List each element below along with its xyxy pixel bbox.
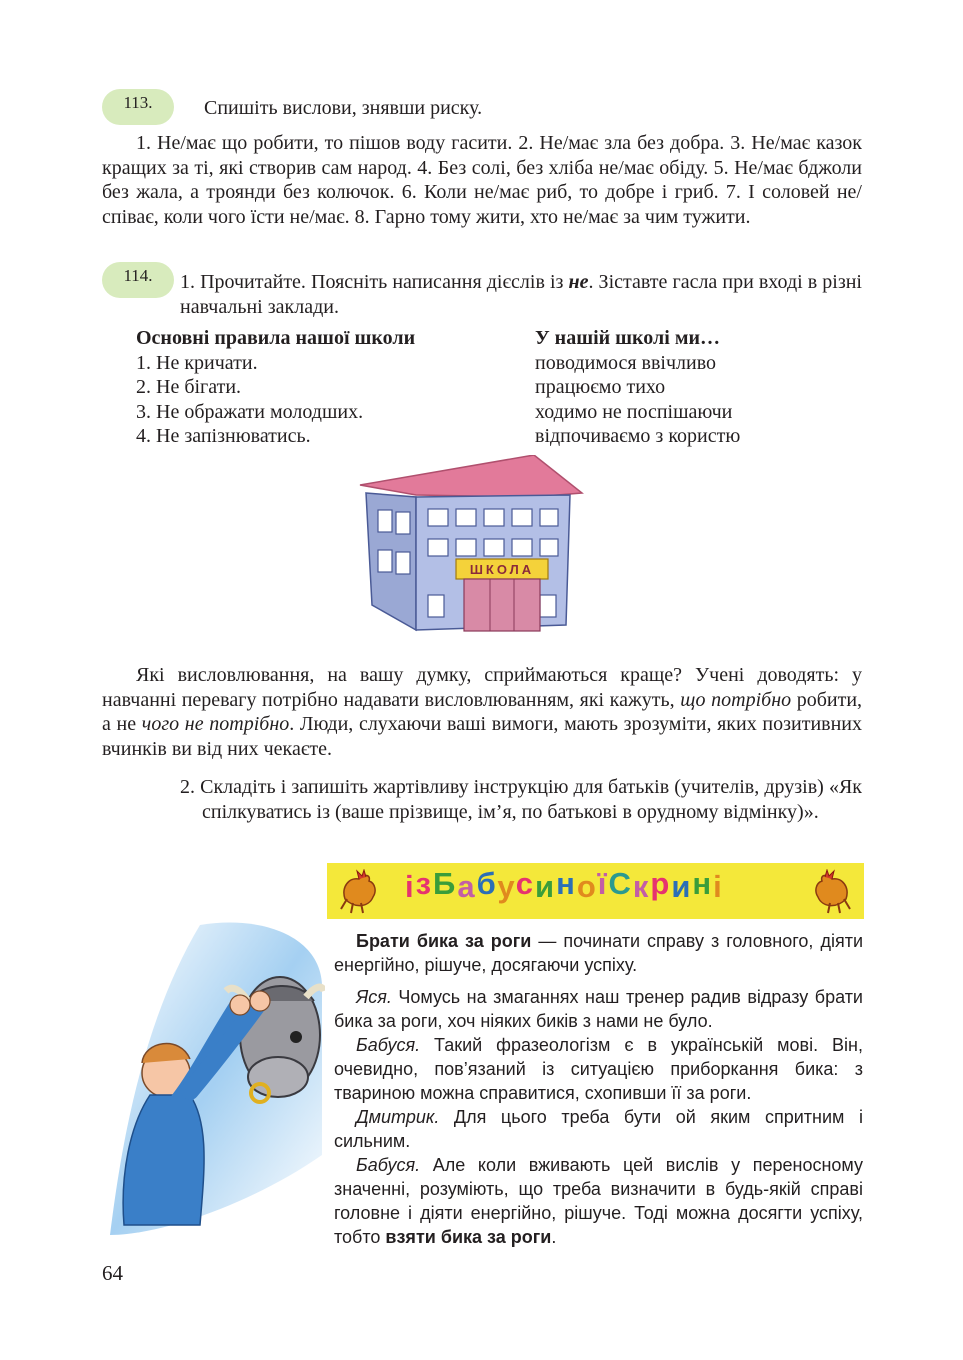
section-banner	[327, 863, 864, 919]
discussion-emphasis: що потрібно	[680, 688, 792, 711]
rule-item: 2. Не бігати.	[136, 376, 242, 398]
school-illustration	[356, 455, 586, 647]
banner-title-letter: б	[476, 866, 498, 901]
rooster-icon	[808, 869, 856, 915]
dialogue-text: .	[551, 1227, 557, 1247]
rule-item: 1. Не кричати.	[136, 351, 258, 374]
banner-title-letter: р	[650, 866, 672, 901]
banner-title-letter: Б	[433, 866, 458, 901]
speaker-name: Бабуся.	[356, 1035, 421, 1055]
rule-item: 4. Не запізнюватись.	[136, 425, 311, 447]
dialogue-text: Для цього треба бути ой яким спритним і сильним.	[334, 1107, 863, 1151]
speaker-name: Яся.	[356, 987, 392, 1007]
idiom-phrase: взяти бика за роги	[385, 1227, 552, 1247]
banner-title-letter: с	[515, 866, 536, 901]
rule-item: відпочиваємо з користю	[535, 425, 741, 447]
exercise-number-badge	[102, 89, 174, 125]
banner-title-letter: и	[535, 869, 557, 904]
dialogue-line	[334, 1153, 863, 1249]
discussion-text: робити, а не	[102, 688, 863, 735]
page-number: 64	[102, 1261, 123, 1285]
banner-title-letter: ї	[597, 866, 609, 901]
dialogue-line	[334, 985, 863, 1033]
discussion-paragraph	[102, 663, 862, 761]
dialogue-line	[334, 1033, 863, 1105]
banner-title-letter: н	[556, 866, 577, 901]
story-block	[334, 929, 863, 1249]
exercise-number: 113.	[123, 93, 153, 112]
instruction-part: . Зіставте гасла при вході в різні навчальні заклади.	[180, 271, 862, 318]
discussion-text: Які висловлювання, на вашу думку, сприймаються краще? Учені доводять: у навчанні перевагу потрібно надавати висловлюванням, які кажуть,	[102, 664, 862, 711]
banner-title-letter: С	[608, 866, 633, 901]
rule-item: 3. Не ображати молодших.	[136, 400, 364, 423]
dialogue-text: Але коли вживають цей вислів у переносному значенні, розуміють, що треба визначити в будь-якій справі головне і діяти енергійно, рішуче. Тоді можна досягти успіху, тобто	[334, 1155, 863, 1247]
banner-title	[405, 866, 724, 905]
speaker-name: Бабуся.	[356, 1155, 421, 1175]
dialogue-text: Чомусь на змаганнях наш тренер радив відразу брати бика за роги, хоч ніяких биків з нами не було.	[334, 987, 863, 1031]
banner-title-letter: і	[713, 869, 724, 904]
rules-header: Основні правила нашої школи	[136, 327, 416, 349]
idiom-phrase: Брати бика за роги	[356, 931, 532, 951]
discussion-text: . Люди, слухаючи ваші вимоги, мають зрозуміти, яких позитивних вчинків ви від них чекаєте.	[102, 713, 862, 760]
rule-item: поводимося ввічливо	[535, 351, 717, 374]
task-2	[180, 775, 862, 824]
banner-title-letter: н	[692, 866, 714, 901]
banner-title-letter: и	[671, 869, 693, 904]
exercise-instruction	[180, 270, 862, 319]
school-sign: ШКОЛА	[469, 562, 535, 577]
discussion-emphasis: чого не потрібно	[141, 713, 290, 735]
banner-title-letter: а	[457, 869, 477, 904]
banner-title-letter: з	[415, 866, 434, 901]
task-2-text: 2. Складіть і запишіть жартівливу інструкцію для батьків (учителів, друзів) «Як спілкуватись із (ваше прізвище, ім’я, по батькові в орудному відмінку)».	[180, 776, 862, 823]
idiom-meaning: — починати справу з головного, діяти енергійно, рішуче, досягаючи успіху.	[334, 931, 863, 975]
dialogue-line	[334, 1105, 863, 1153]
instruction-keyword: не	[568, 271, 589, 293]
exercise-number: 114.	[123, 266, 153, 285]
banner-title-letter: і	[405, 869, 416, 904]
boy-and-bull-illustration	[100, 905, 325, 1245]
instruction-part: 1. Прочитайте. Поясніть написання дієслів із	[180, 271, 569, 293]
banner-title-letter: о	[576, 869, 598, 904]
rules-column-right	[535, 326, 740, 449]
exercise-text: 1. Не/має що робити, то пішов воду гасити. 2. Не/має зла без добра. 3. Не/має казок кращих за ті, які створив сам народ. 4. Без солі, без хліба не/має обіду. 5. Не/має бджоли без жала, а троянди без колючок. 6. Коли не/має риб, то добре і гриб. 7. І соловей не/співає, коли чого їсти не/має. 8. Гарно тому жити, хто не/має за чим тужити.	[102, 132, 862, 228]
rules-header: У нашій школі ми…	[535, 327, 720, 349]
idiom-definition	[334, 929, 863, 977]
rule-item: ходимо не поспішаючи	[535, 400, 733, 423]
rule-item: працюємо тихо	[535, 376, 666, 398]
banner-title-letter: у	[497, 869, 516, 904]
speaker-name: Дмитрик.	[356, 1107, 440, 1127]
rules-column-left	[136, 326, 415, 449]
banner-title-letter: к	[632, 869, 651, 904]
rooster-icon	[335, 869, 383, 915]
dialogue-text: Такий фразеологізм є в українській мові. Він, очевидно, пов’язаний із ситуацією приборкання бика: з твариною можна справитися, схопивши її за роги.	[334, 1035, 863, 1103]
exercise-number-badge	[102, 262, 174, 298]
exercise-instruction: Спишіть вислови, знявши риску.	[204, 97, 483, 119]
